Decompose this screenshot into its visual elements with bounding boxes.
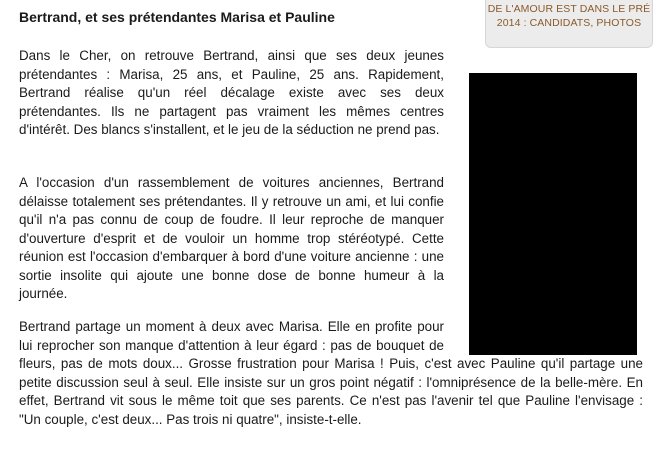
article-paragraph-3-text: Bertrand partage un moment à deux avec Marisa. Elle en profite pour lui reprocher son manque d'attention à leur égard : pas de bouquet de fleurs, pas de mots doux... Grosse frustration pour Marisa ! Puis, c'est avec Pauline qu'il partage une petite discussion seul à seul. Elle insiste sur un gros point négatif : l'omniprésence de la belle-mère. En effet, Bertrand vit sous le même toit que ses parents. Ce n'est pas l'avenir tel que Pauline l'envisage : "Un couple, c'est deux... Pas trois ni quatre", insiste-t-elle. — [19, 319, 643, 427]
article-paragraph-2: A l'occasion d'un rassemblement de voitures anciennes, Bertrand délaisse totalement ses prétendantes. Il y retrouve un ami, et lui confie qu'il n'a pas connu de coup de foudre. Il leur reproche de manquer d'ouverture d'esprit et de vouloir un homme trop stéréotypé. Cette réunion est l'occasion d'embarquer à bord d'une voiture ancienne : une sortie insolite qui ajoute une bonne dose de bonne humeur à la journée. — [19, 175, 444, 301]
related-article-link[interactable]: DE L'AMOUR EST DANS LE PRÉ 2014 : CANDIDATS, PHOTOS — [487, 3, 651, 29]
video-player[interactable] — [469, 73, 637, 355]
related-article-box — [485, 0, 653, 48]
article-paragraph-1: Dans le Cher, on retrouve Bertrand, ainsi que ses deux jeunes prétendantes : Marisa, 25 ans, et Pauline, 25 ans. Rapidement, Bertrand réalise qu'un réel décalage existe avec ses deux prétendantes. Ils ne partagent pas vraiment les mêmes centres d'intérêt. Des blancs s'installent, et le jeu de la séduction ne prend pas. — [19, 48, 444, 137]
article-title: Bertrand, et ses prétendantes Marisa et Pauline — [19, 9, 335, 25]
